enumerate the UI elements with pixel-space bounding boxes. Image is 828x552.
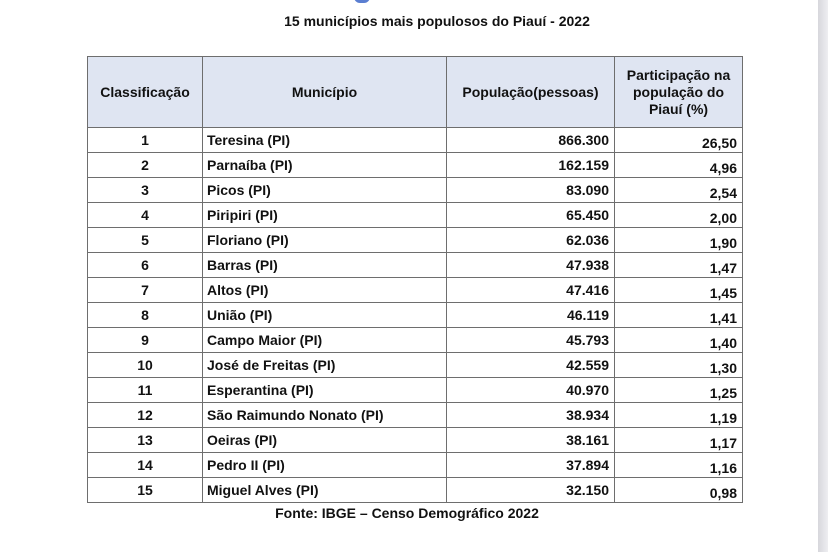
participacao-cell: 26,50 — [615, 128, 743, 153]
populacao-cell: 83.090 — [447, 178, 615, 203]
participacao-cell: 4,96 — [615, 153, 743, 178]
rank-cell: 9 — [88, 328, 203, 353]
page-edge-shadow — [818, 0, 828, 552]
participacao-cell: 1,40 — [615, 328, 743, 353]
populacao-cell: 38.934 — [447, 403, 615, 428]
table-row — [88, 453, 743, 478]
table-row — [88, 328, 743, 353]
participacao-cell: 1,90 — [615, 228, 743, 253]
municipio-cell: Piripiri (PI) — [203, 203, 447, 228]
participacao-cell: 1,17 — [615, 428, 743, 453]
populacao-cell: 866.300 — [447, 128, 615, 153]
table-title: 15 municípios mais populosos do Piauí - 2022 — [284, 13, 590, 29]
table-body — [88, 128, 743, 503]
municipio-cell: Altos (PI) — [203, 278, 447, 303]
rank-cell: 7 — [88, 278, 203, 303]
participacao-cell: 0,98 — [615, 478, 743, 503]
participacao-cell: 1,25 — [615, 378, 743, 403]
municipio-cell: Oeiras (PI) — [203, 428, 447, 453]
table-row — [88, 203, 743, 228]
participacao-cell: 1,41 — [615, 303, 743, 328]
source-note: Fonte: IBGE – Censo Demográfico 2022 — [275, 505, 539, 521]
municipio-cell: Parnaíba (PI) — [203, 153, 447, 178]
table-header-row — [88, 57, 743, 128]
municipio-cell: Barras (PI) — [203, 253, 447, 278]
populacao-cell: 162.159 — [447, 153, 615, 178]
table-row — [88, 253, 743, 278]
populacao-cell: 32.150 — [447, 478, 615, 503]
table-row — [88, 178, 743, 203]
rank-cell: 5 — [88, 228, 203, 253]
populacao-cell: 38.161 — [447, 428, 615, 453]
rank-cell: 12 — [88, 403, 203, 428]
rank-cell: 8 — [88, 303, 203, 328]
rank-cell: 1 — [88, 128, 203, 153]
municipio-cell: Miguel Alves (PI) — [203, 478, 447, 503]
table-row — [88, 378, 743, 403]
populacao-cell: 47.416 — [447, 278, 615, 303]
table-row — [88, 228, 743, 253]
municipio-cell: Teresina (PI) — [203, 128, 447, 153]
header-classificacao: Classificação — [88, 57, 203, 128]
participacao-cell: 2,00 — [615, 203, 743, 228]
municipio-cell: José de Freitas (PI) — [203, 353, 447, 378]
cropped-heading-fragment — [354, 0, 370, 3]
table-row — [88, 428, 743, 453]
populacao-cell: 47.938 — [447, 253, 615, 278]
participacao-cell: 1,16 — [615, 453, 743, 478]
table-row — [88, 278, 743, 303]
rank-cell: 13 — [88, 428, 203, 453]
header-municipio: Município — [203, 57, 447, 128]
participacao-cell: 1,47 — [615, 253, 743, 278]
municipio-cell: Campo Maior (PI) — [203, 328, 447, 353]
municipio-cell: Picos (PI) — [203, 178, 447, 203]
populacao-cell: 40.970 — [447, 378, 615, 403]
municipio-cell: Floriano (PI) — [203, 228, 447, 253]
population-table — [87, 56, 743, 503]
municipio-cell: Pedro II (PI) — [203, 453, 447, 478]
populacao-cell: 65.450 — [447, 203, 615, 228]
populacao-cell: 37.894 — [447, 453, 615, 478]
populacao-cell: 42.559 — [447, 353, 615, 378]
table-row — [88, 153, 743, 178]
table-row — [88, 478, 743, 503]
populacao-cell: 46.119 — [447, 303, 615, 328]
participacao-cell: 2,54 — [615, 178, 743, 203]
rank-cell: 15 — [88, 478, 203, 503]
rank-cell: 3 — [88, 178, 203, 203]
rank-cell: 2 — [88, 153, 203, 178]
rank-cell: 10 — [88, 353, 203, 378]
rank-cell: 4 — [88, 203, 203, 228]
rank-cell: 11 — [88, 378, 203, 403]
table-row — [88, 353, 743, 378]
table-row — [88, 128, 743, 153]
participacao-cell: 1,30 — [615, 353, 743, 378]
municipio-cell: União (PI) — [203, 303, 447, 328]
table-row — [88, 303, 743, 328]
table-row — [88, 403, 743, 428]
rank-cell: 14 — [88, 453, 203, 478]
municipio-cell: São Raimundo Nonato (PI) — [203, 403, 447, 428]
rank-cell: 6 — [88, 253, 203, 278]
participacao-cell: 1,19 — [615, 403, 743, 428]
municipio-cell: Esperantina (PI) — [203, 378, 447, 403]
header-participacao: Participação na população do Piauí (%) — [615, 57, 743, 128]
populacao-cell: 62.036 — [447, 228, 615, 253]
header-populacao: População(pessoas) — [447, 57, 615, 128]
participacao-cell: 1,45 — [615, 278, 743, 303]
populacao-cell: 45.793 — [447, 328, 615, 353]
